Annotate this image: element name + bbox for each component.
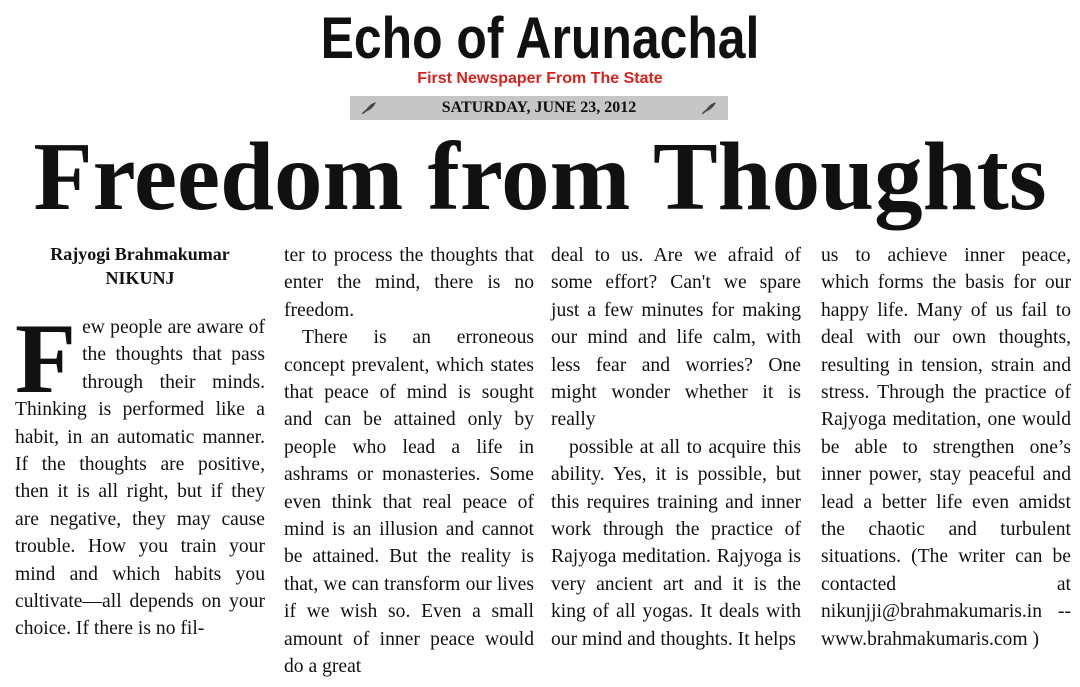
paragraph-text: ew people are aware of the thoughts that pass through their minds. Thinking is performed like a habit, in an automatic manner. If the thoughts are positive, then it is all right, but if they are negative, they may cause trouble. How you train your mind and which habits you cultivate—all depends on your choice. If there is no fil- [15, 317, 265, 640]
article-column-2 [284, 242, 534, 681]
drop-cap: F [15, 303, 77, 414]
newspaper-name: Echo of Arunachal [320, 6, 760, 71]
article-column-4 [821, 242, 1071, 653]
paragraph: us to achieve inner peace, which forms the basis for our happy life. Many of us fail to deal with our own thoughts, resulting in tension, strain and stress. Through the practice of Rajyoga meditation, one would be able to strengthen one’s inner power, stay peaceful and lead a better life even amidst the chaotic and turbulent situations. (The writer can be contacted at nikunjji@brahmakumaris.in --www.brahmakumaris.com ) [821, 245, 1071, 650]
quill-left-icon [360, 99, 378, 117]
article-column-1 [15, 242, 265, 643]
issue-date: SATURDAY, JUNE 23, 2012 [441, 99, 637, 116]
article-headline: Freedom from Thoughts [33, 123, 1047, 230]
byline-surname: NIKUNJ [105, 268, 175, 288]
paragraph [15, 303, 265, 643]
paragraph: deal to us. Are we afraid of some effort? Can't we spare just a few minutes for making our mind and life calm, with less fear and worries? One might wonder whether it is really [551, 245, 801, 431]
paragraph: possible at all to acquire this ability. Yes, it is possible, but this requires training and inner work through the practice of Rajyoga meditation. Rajyoga is very ancient art and it is the king of all yogas. It deals with our mind and thoughts. It helps [551, 436, 801, 650]
date-bar [350, 96, 728, 120]
masthead [0, 8, 1080, 88]
paragraph: There is an erroneous concept prevalent, which states that peace of mind is sought and can be attained only by people who lead a life in ashrams or monasteries. Some even think that real peace of mind is an illusion and cannot be attained. But the reality is that, we can transform our lives if we wish so. Even a small amount of inner peace would do a great [284, 327, 534, 678]
byline-name: Rajyogi Brahmakumar [50, 244, 230, 264]
paragraph: ter to process the thoughts that enter the mind, there is no freedom. [284, 245, 534, 321]
byline [15, 242, 265, 290]
article-column-3 [551, 242, 801, 653]
quill-right-icon [700, 99, 718, 117]
newspaper-tagline: First Newspaper From The State [417, 70, 663, 87]
